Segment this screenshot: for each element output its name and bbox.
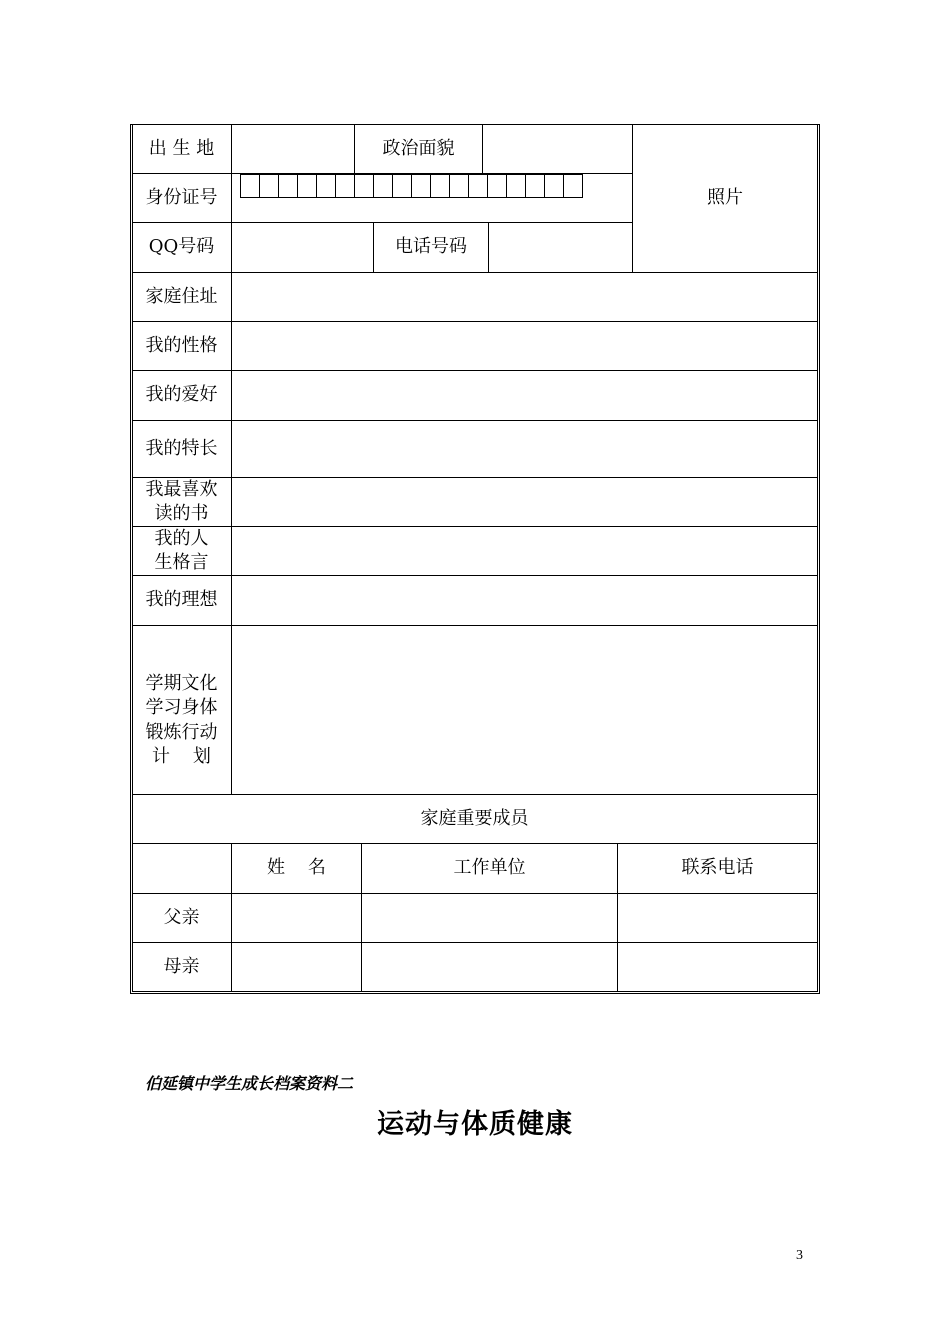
qq-field[interactable] [232, 222, 373, 272]
action-plan-label-line1: 学期文化 [145, 672, 218, 694]
id-digit-box[interactable] [526, 174, 545, 198]
motto-label-line2: 生格言 [154, 551, 209, 573]
action-plan-label-line2: 学习身体 [145, 697, 218, 718]
motto-field[interactable] [232, 526, 817, 575]
ideal-field[interactable] [232, 575, 817, 625]
id-digit-box[interactable] [260, 174, 279, 198]
document-subtitle: 伯延镇中学生成长档案资料二 [145, 1074, 354, 1093]
id-digit-box[interactable] [564, 174, 583, 198]
father-phone-field[interactable] [618, 893, 817, 942]
id-number-field[interactable] [240, 174, 583, 198]
ideal-label: 我的理想 [145, 589, 218, 610]
father-workplace-field[interactable] [362, 893, 617, 942]
page-number: 3 [796, 1248, 803, 1263]
motto-label [132, 526, 231, 575]
family-col-name: 姓 名 [267, 857, 326, 878]
family-row-mother: 母亲 [163, 955, 200, 977]
address-label: 家庭住址 [145, 285, 218, 307]
id-digit-box[interactable] [412, 174, 431, 198]
motto-label-line1: 我的人 [154, 527, 209, 549]
personality-label: 我的性格 [145, 334, 218, 356]
favorite-book-label [132, 477, 231, 526]
form-line [817, 124, 818, 992]
family-header-blank [132, 843, 231, 893]
phone-label: 电话号码 [395, 236, 467, 257]
action-plan-field[interactable] [232, 625, 817, 794]
id-digit-box[interactable] [507, 174, 526, 198]
mother-workplace-field[interactable] [362, 942, 617, 991]
phone-field[interactable] [489, 222, 632, 272]
id-digit-box[interactable] [469, 174, 488, 198]
id-digit-box[interactable] [393, 174, 412, 198]
id-digit-box[interactable] [317, 174, 336, 198]
political-status-field[interactable] [483, 124, 632, 173]
id-digit-box[interactable] [336, 174, 355, 198]
action-plan-label [132, 625, 231, 794]
mother-name-field[interactable] [232, 942, 361, 991]
favorite-book-field[interactable] [232, 477, 817, 526]
birthplace-field[interactable] [232, 124, 354, 173]
section-title: 运动与体质健康 [377, 1109, 573, 1140]
id-digit-box[interactable] [279, 174, 298, 198]
family-col-workplace: 工作单位 [453, 857, 526, 878]
photo-cell: 照片 [707, 187, 743, 208]
favorite-book-label-line2: 读的书 [154, 502, 209, 524]
id-digit-box[interactable] [545, 174, 564, 198]
father-name-field[interactable] [232, 893, 361, 942]
id-digit-box[interactable] [241, 174, 260, 198]
id-digit-box[interactable] [298, 174, 317, 198]
specialty-field[interactable] [232, 420, 817, 477]
id-number-label: 身份证号 [145, 186, 218, 208]
personality-field[interactable] [232, 321, 817, 370]
hobby-field[interactable] [232, 370, 817, 420]
action-plan-label-line4: 计 划 [152, 746, 211, 767]
id-digit-box[interactable] [431, 174, 450, 198]
action-plan-label-line3: 锻炼行动 [145, 721, 218, 743]
birthplace-label: 出 生 地 [148, 137, 215, 159]
hobby-label: 我的爱好 [145, 384, 218, 405]
family-row-father: 父亲 [163, 906, 200, 928]
family-col-phone: 联系电话 [681, 857, 754, 878]
id-digit-box[interactable] [488, 174, 507, 198]
political-status-label: 政治面貌 [382, 137, 455, 159]
family-section-title: 家庭重要成员 [420, 807, 529, 829]
id-digit-box[interactable] [355, 174, 374, 198]
form-line [132, 991, 818, 992]
qq-label: QQ号码 [148, 236, 215, 257]
favorite-book-label-line1: 我最喜欢 [145, 478, 218, 500]
id-digit-box[interactable] [450, 174, 469, 198]
address-field[interactable] [232, 272, 817, 321]
id-digit-box[interactable] [374, 174, 393, 198]
mother-phone-field[interactable] [618, 942, 817, 991]
specialty-label: 我的特长 [145, 437, 218, 459]
